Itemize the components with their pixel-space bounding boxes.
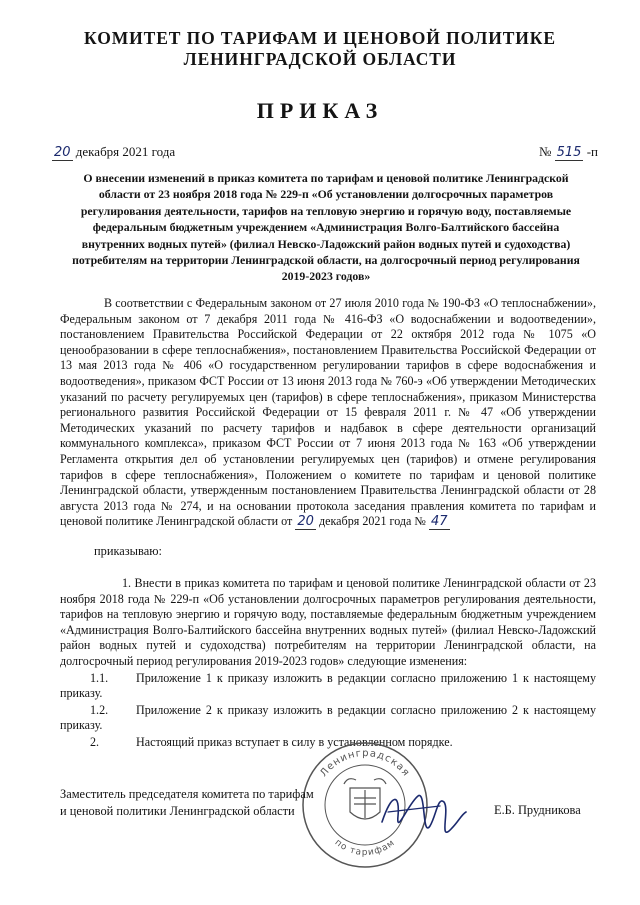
item-1: 1. Внести в приказ комитета по тарифам и ценовой политике Ленинградской области от 23 ноября 2018 года № 229-п «Об установлении долгосрочных параметров регулирования деятельности, тарифов на тепловую энергию и горячую воду, поставляемые федеральным бюджетным учреждением «Администрация Волго-Балтийского бассейна внутренних водных путей» (филиал Невско-Ладожский район водных путей и судоходства) потребителям на территории Ленинградской области, на долгосрочный период регулирования 2019-2023 годов» следующие изменения: <box>60 576 596 668</box>
signatory-name: Е.Б. Прудникова <box>494 803 581 817</box>
order-word: приказываю: <box>94 544 162 558</box>
handwritten-protocol-day: 20 <box>297 514 314 530</box>
handwritten-day: 20 <box>54 145 71 160</box>
item-1-1-number: 1.1. <box>90 670 109 685</box>
item-1-2-text: Приложение 2 к приказу изложить в редакции согласно приложению 2 к настоящему приказу. <box>60 702 596 733</box>
preamble-paragraph <box>60 296 596 530</box>
stamp-ring-bottom-text: по тарифам <box>332 837 398 859</box>
document-title: ПРИКАЗ <box>256 98 384 123</box>
item-1-2 <box>60 703 596 734</box>
order-number <box>539 144 598 160</box>
signatory-position-line-2: и ценовой политики Ленинградской области <box>60 804 295 818</box>
item-2-number: 2. <box>90 734 100 749</box>
issuer-line-1: КОМИТЕТ ПО ТАРИФАМ И ЦЕНОВОЙ ПОЛИТИКЕ <box>84 28 556 48</box>
item-1-2-number: 1.2. <box>90 702 109 717</box>
number-prefix: № <box>538 144 552 159</box>
signatory-position-line-1: Заместитель председателя комитета по тарифам <box>60 787 314 801</box>
stamp-ring-top-text: Ленинградская <box>318 747 412 780</box>
protocol-rest: декабря 2021 года № <box>318 514 426 529</box>
order-date <box>52 144 175 160</box>
handwritten-signature-icon <box>378 782 468 852</box>
handwritten-protocol-number: 47 <box>431 514 448 530</box>
order-items <box>60 576 596 751</box>
item-1-1 <box>60 671 596 702</box>
order-subject: О внесении изменений в приказ комитета по тарифам и ценовой политике Ленинградской области от 23 ноября 2018 года № 229-п «Об установлении долгосрочных параметров регулирования деятельности, тарифов на тепловую энергию и горячую воду, поставляемые федеральным бюджетным учреждением «Администрация Волго-Балтийского бассейна внутренних водных путей» (филиал Невско-Ладожский район водных путей и судоходства) потребителям на территории Ленинградской области, на долгосрочный период регулирования 2019-2023 годов» <box>72 171 580 284</box>
item-1-1-text: Приложение 1 к приказу изложить в редакции согласно приложению 1 к настоящему приказу. <box>60 670 596 701</box>
date-rest: декабря 2021 года <box>75 144 176 159</box>
handwritten-number: 515 <box>556 145 582 160</box>
issuer-header <box>60 28 580 70</box>
item-2-text: Настоящий приказ вступает в силу в установленном порядке. <box>136 734 453 749</box>
preamble-text: В соответствии с Федеральным законом от 27 июля 2010 года № 190-ФЗ «О теплоснабжении», Федеральным законом от 7 декабря 2011 года № 416-ФЗ «О водоснабжении и водоотведении», постановлением Правительства Российской Федерации от 22 октября 2012 года № 1075 «О ценообразовании в сфере теплоснабжения», постановлением Правительства Российской Федерации от 13 мая 2013 года № 406 «О государственном регулировании тарифов в сфере водоснабжения и водоотведения», приказом ФСТ России от 13 июня 2013 года № 760-э «Об утверждении Методических указаний по расчету регулируемых цен (тарифов) в сфере теплоснабжения», приказом Министерства регионального развития Российской Федерации от 15 февраля 2011 г. № 47 «Об утверждении Методических указаний по расчету тарифов и надбавок в сфере деятельности организаций коммунального комплекса», приказом ФСТ России от 7 июня 2013 года № 163 «Об утверждении Регламента открытия дел об установлении регулируемых цен (тарифов) и отмене регулирования тарифов в сфере теплоснабжения», Положением о комитете по тарифам и ценовой политике Ленинградской области, утвержденным постановлением Правительства Ленинградской области от 28 августа 2013 года № 274, и на основании протокола заседания правления комитета по тарифам и ценовой политике Ленинградской области от <box>60 296 596 529</box>
signatory-position <box>60 786 314 820</box>
issuer-line-2: ЛЕНИНГРАДСКОЙ ОБЛАСТИ <box>183 49 457 69</box>
number-suffix: -п <box>586 144 598 159</box>
